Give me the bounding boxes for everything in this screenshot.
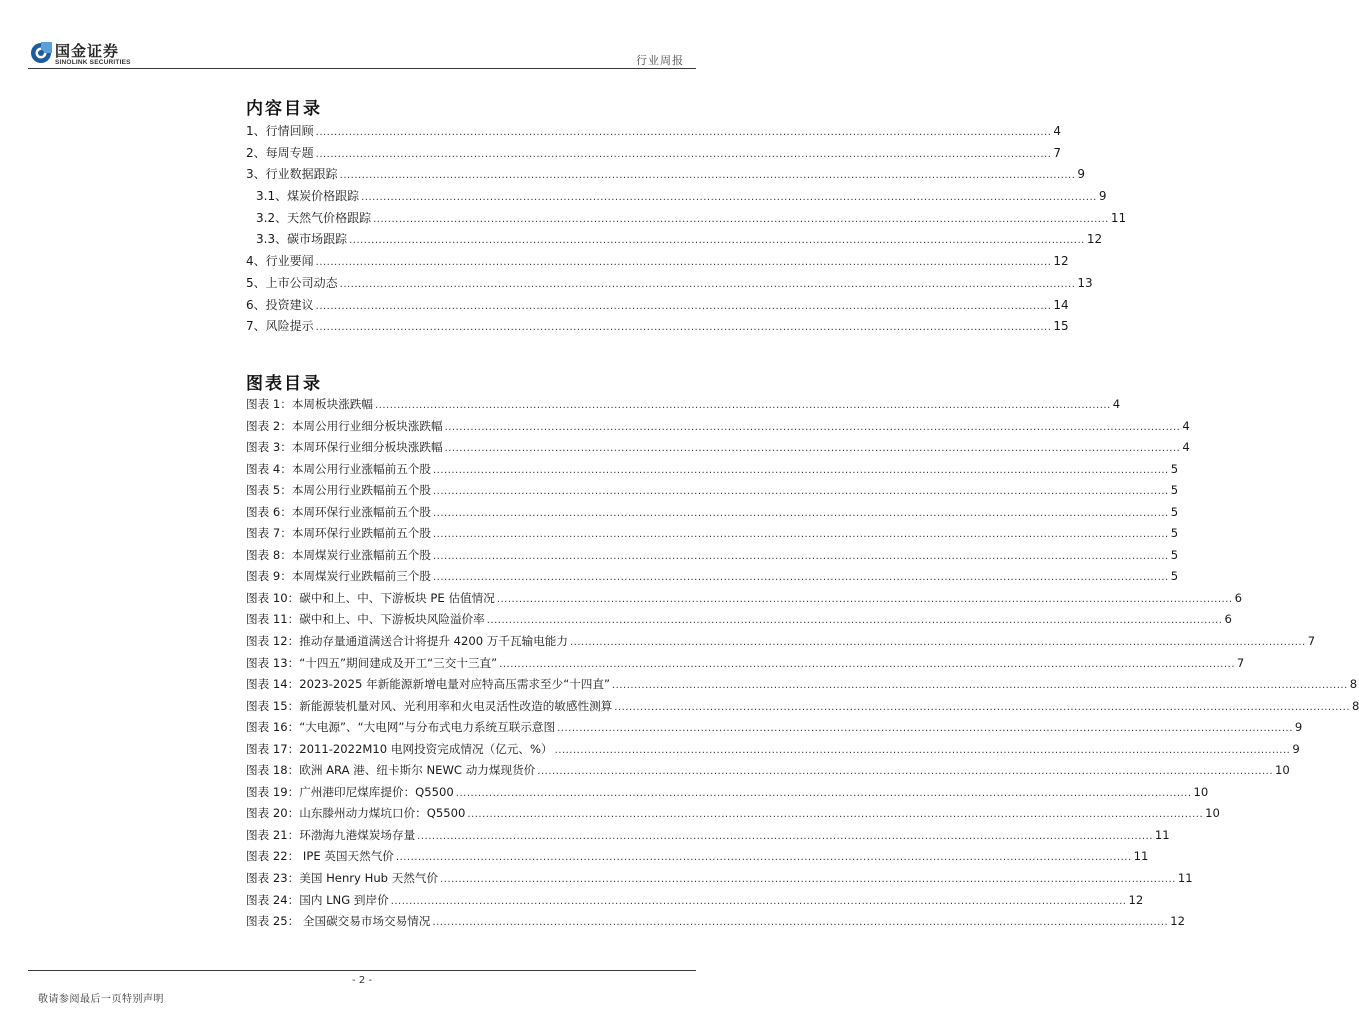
header-divider: [28, 68, 696, 69]
figure-item-label: 图表 11：碳中和上、中、下游板块风险溢价率: [246, 612, 485, 627]
logo-english-name: SINOLINK SECURITIES: [55, 59, 131, 66]
toc-item-label: 2、每周专题: [246, 145, 314, 160]
dot-leader: ........................................................................................................................................................................................................: [315, 127, 1052, 138]
figure-item-label: 图表 5：本周公用行业跌幅前五个股: [246, 483, 431, 498]
toc-item[interactable]: [246, 275, 1093, 297]
dot-leader: ........................................................................................................................................................................................................: [467, 809, 1204, 821]
figure-item-label: 图表 15：新能源装机量对风、光利用率和火电灵活性改造的敏感性测算: [246, 698, 613, 713]
figure-item[interactable]: [246, 461, 1179, 483]
figure-item[interactable]: [246, 676, 1358, 698]
figure-item[interactable]: [246, 525, 1179, 547]
figure-item[interactable]: [246, 504, 1179, 526]
toc-item-page: 9: [1098, 189, 1107, 204]
footer-divider: [28, 970, 696, 971]
figure-item-label: 图表 2：本周公用行业细分板块涨跌幅: [246, 418, 443, 433]
toc-item-page: 14: [1053, 297, 1069, 312]
dot-leader: ........................................................................................................................................................................................................: [339, 170, 1076, 182]
figure-item[interactable]: [246, 805, 1220, 827]
toc-item[interactable]: [246, 166, 1086, 188]
toc-item-label: 7、风险提示: [246, 319, 314, 334]
figure-item-page: 10: [1205, 806, 1220, 821]
figure-item-label: 图表 3：本周环保行业细分板块涨跌幅: [246, 440, 443, 455]
dot-leader: ........................................................................................................................................................................................................: [557, 723, 1293, 735]
figure-item[interactable]: [246, 547, 1179, 569]
figure-item-label: 图表 21：环渤海九港煤炭场存量: [246, 827, 416, 842]
figure-item-page: 5: [1170, 526, 1179, 541]
figure-item[interactable]: [246, 762, 1290, 784]
figure-item-label: 图表 10：碳中和上、中、下游板块 PE 估值情况: [246, 590, 495, 605]
figure-item[interactable]: [246, 870, 1193, 892]
figure-item[interactable]: [246, 418, 1190, 440]
figure-item-page: 5: [1170, 461, 1179, 476]
dot-leader: ........................................................................................................................................................................................................: [432, 529, 1169, 541]
toc-item-label: 4、行业要闻: [246, 254, 314, 269]
dot-leader: ........................................................................................................................................................................................................: [315, 300, 1052, 312]
disclaimer-note: 敬请参阅最后一页特别声明: [38, 994, 164, 1005]
list-of-figures: [246, 396, 1359, 935]
toc-item[interactable]: [246, 188, 1107, 210]
figure-item-label: 图表 23：美国 Henry Hub 天然气价: [246, 871, 439, 886]
dot-leader: ........................................................................................................................................................................................................: [417, 830, 1153, 842]
toc-item-page: 13: [1077, 275, 1093, 290]
sinolink-logo-icon: [30, 42, 52, 64]
figure-item-label: 图表 24：国内 LNG 到岸价: [246, 892, 389, 907]
dot-leader: ........................................................................................................................................................................................................: [339, 278, 1076, 290]
figure-item-page: 4: [1182, 418, 1190, 433]
figure-item[interactable]: [246, 741, 1300, 763]
figure-item-page: 9: [1292, 741, 1300, 756]
dot-leader: ........................................................................................................................................................................................................: [444, 421, 1181, 433]
dot-leader: ........................................................................................................................................................................................................: [554, 744, 1291, 756]
toc-title: 内容目录: [246, 99, 322, 119]
figure-item-page: 5: [1170, 504, 1179, 519]
dot-leader: ........................................................................................................................................................................................................: [375, 400, 1111, 411]
toc-item-page: 4: [1053, 124, 1062, 138]
figure-item-label: 图表 9：本周煤炭行业跌幅前三个股: [246, 569, 431, 584]
figure-item-page: 6: [1234, 590, 1242, 605]
dot-leader: ........................................................................................................................................................................................................: [432, 486, 1169, 498]
toc-item-page: 11: [1110, 210, 1127, 225]
page-header: [0, 0, 724, 70]
table-of-contents: [246, 123, 1127, 340]
figure-item-label: 图表 20：山东滕州动力煤坑口价：Q5500: [246, 806, 466, 821]
toc-item[interactable]: [246, 297, 1069, 319]
dot-leader: ........................................................................................................................................................................................................: [486, 615, 1223, 627]
dot-leader: ........................................................................................................................................................................................................: [444, 443, 1181, 455]
figure-item-label: 图表 14：2023-2025 年新能源新增电量对应特高压需求至少“十四直”: [246, 677, 610, 692]
figure-item-page: 7: [1236, 655, 1245, 670]
dot-leader: ........................................................................................................................................................................................................: [537, 766, 1274, 778]
dot-leader: ........................................................................................................................................................................................................: [395, 852, 1132, 864]
toc-item[interactable]: [246, 123, 1062, 145]
figure-item-page: 12: [1170, 914, 1185, 929]
toc-item[interactable]: [246, 318, 1069, 340]
dot-leader: ........................................................................................................................................................................................................: [432, 917, 1169, 929]
figure-item[interactable]: [246, 396, 1121, 418]
figure-item[interactable]: [246, 827, 1170, 849]
toc-item[interactable]: [246, 253, 1069, 275]
figure-item-page: 11: [1133, 849, 1149, 864]
list-of-figures-title: 图表目录: [246, 374, 322, 394]
dot-leader: ........................................................................................................................................................................................................: [612, 680, 1348, 692]
dot-leader: ........................................................................................................................................................................................................: [315, 322, 1052, 334]
figure-item-page: 8: [1349, 677, 1358, 692]
figure-item-label: 图表 6：本周环保行业涨幅前五个股: [246, 504, 431, 519]
figure-item-page: 12: [1128, 892, 1144, 907]
logo-chinese-name: 国金证券: [55, 42, 120, 60]
figure-item[interactable]: [246, 439, 1190, 461]
figure-item-label: 图表 18：欧洲 ARA 港、纽卡斯尔 NEWC 动力煤现货价: [246, 763, 536, 778]
dot-leader: ........................................................................................................................................................................................................: [315, 257, 1052, 269]
figure-item[interactable]: [246, 633, 1316, 655]
figure-item-page: 11: [1154, 827, 1170, 842]
figure-item-page: 7: [1307, 634, 1316, 649]
dot-leader: ........................................................................................................................................................................................................: [499, 658, 1235, 670]
toc-item-page: 9: [1077, 167, 1086, 182]
figure-item-page: 5: [1170, 569, 1179, 584]
document-type: 行业周报: [636, 54, 684, 67]
figure-item-page: 10: [1193, 784, 1209, 799]
figure-item[interactable]: [246, 698, 1359, 720]
figure-item-label: 图表 19：广州港印尼煤库提价：Q5500: [246, 784, 454, 799]
figure-item[interactable]: [246, 848, 1149, 870]
toc-item[interactable]: [246, 231, 1103, 253]
dot-leader: ........................................................................................................................................................................................................: [432, 572, 1169, 584]
dot-leader: ........................................................................................................................................................................................................: [440, 874, 1176, 886]
figure-item[interactable]: [246, 568, 1179, 590]
dot-leader: ........................................................................................................................................................................................................: [361, 192, 1097, 204]
toc-item[interactable]: [246, 210, 1127, 232]
figure-item-page: 5: [1170, 547, 1179, 562]
dot-leader: ........................................................................................................................................................................................................: [373, 213, 1109, 225]
figure-item-label: 图表 17：2011-2022M10 电网投资完成情况（亿元、%）: [246, 741, 553, 756]
figure-item-label: 图表 1：本周板块涨跌幅: [246, 397, 373, 411]
figure-item-label: 图表 13：“十四五”期间建成及开工“三交十三直”: [246, 655, 498, 670]
dot-leader: ........................................................................................................................................................................................................: [432, 550, 1169, 562]
figure-item-label: 图表 8：本周煤炭行业涨幅前五个股: [246, 547, 431, 562]
toc-item[interactable]: [246, 145, 1062, 167]
toc-item-page: 12: [1053, 254, 1069, 269]
toc-item-page: 7: [1053, 145, 1062, 160]
toc-item-label: 3.3、碳市场跟踪: [256, 232, 348, 247]
toc-item-label: 6、投资建议: [246, 297, 314, 312]
dot-leader: ........................................................................................................................................................................................................: [432, 464, 1169, 476]
figure-item[interactable]: [246, 784, 1209, 806]
figure-item[interactable]: [246, 590, 1242, 612]
figure-item[interactable]: [246, 655, 1245, 677]
dot-leader: ........................................................................................................................................................................................................: [496, 593, 1233, 605]
toc-item-page: 12: [1086, 232, 1103, 247]
figure-item-label: 图表 16：“大电源”、“大电网”与分布式电力系统互联示意图: [246, 720, 556, 735]
figure-item-page: 8: [1352, 698, 1359, 713]
figure-item-page: 10: [1275, 763, 1290, 778]
figure-item[interactable]: [246, 482, 1179, 504]
dot-leader: ........................................................................................................................................................................................................: [432, 507, 1169, 519]
figure-item[interactable]: [246, 913, 1185, 935]
figure-item-page: 5: [1170, 483, 1179, 498]
dot-leader: ........................................................................................................................................................................................................: [569, 637, 1306, 649]
figure-item-label: 图表 25： 全国碳交易市场交易情况: [246, 914, 431, 929]
dot-leader: ........................................................................................................................................................................................................: [349, 235, 1085, 247]
figure-item-label: 图表 22： IPE 英国天然气价: [246, 849, 394, 864]
figure-item[interactable]: [246, 719, 1303, 741]
dot-leader: ........................................................................................................................................................................................................: [614, 701, 1351, 713]
figure-item-page: 9: [1294, 720, 1303, 735]
dot-leader: ........................................................................................................................................................................................................: [455, 787, 1192, 799]
figure-item-page: 4: [1112, 397, 1121, 411]
figure-item-label: 图表 4：本周公用行业涨幅前五个股: [246, 461, 431, 476]
figure-item-label: 图表 12：推动存量通道满送合计将提升 4200 万千瓦输电能力: [246, 634, 568, 649]
dot-leader: ........................................................................................................................................................................................................: [315, 148, 1052, 160]
figure-item-page: 4: [1182, 440, 1190, 455]
figure-item-page: 11: [1177, 871, 1193, 886]
figure-item-label: 图表 7：本周环保行业跌幅前五个股: [246, 526, 431, 541]
toc-item-label: 3.1、煤炭价格跟踪: [256, 189, 360, 204]
toc-item-page: 15: [1053, 319, 1069, 334]
toc-item-label: 5、上市公司动态: [246, 275, 338, 290]
page-number: - 2 -: [352, 975, 372, 986]
toc-item-label: 3.2、天然气价格跟踪: [256, 210, 372, 225]
toc-item-label: 3、行业数据跟踪: [246, 167, 338, 182]
figure-item-page: 6: [1224, 612, 1232, 627]
toc-item-label: 1、行情回顾: [246, 124, 314, 138]
dot-leader: ........................................................................................................................................................................................................: [390, 895, 1127, 907]
figure-item[interactable]: [246, 892, 1144, 914]
figure-item[interactable]: [246, 611, 1232, 633]
